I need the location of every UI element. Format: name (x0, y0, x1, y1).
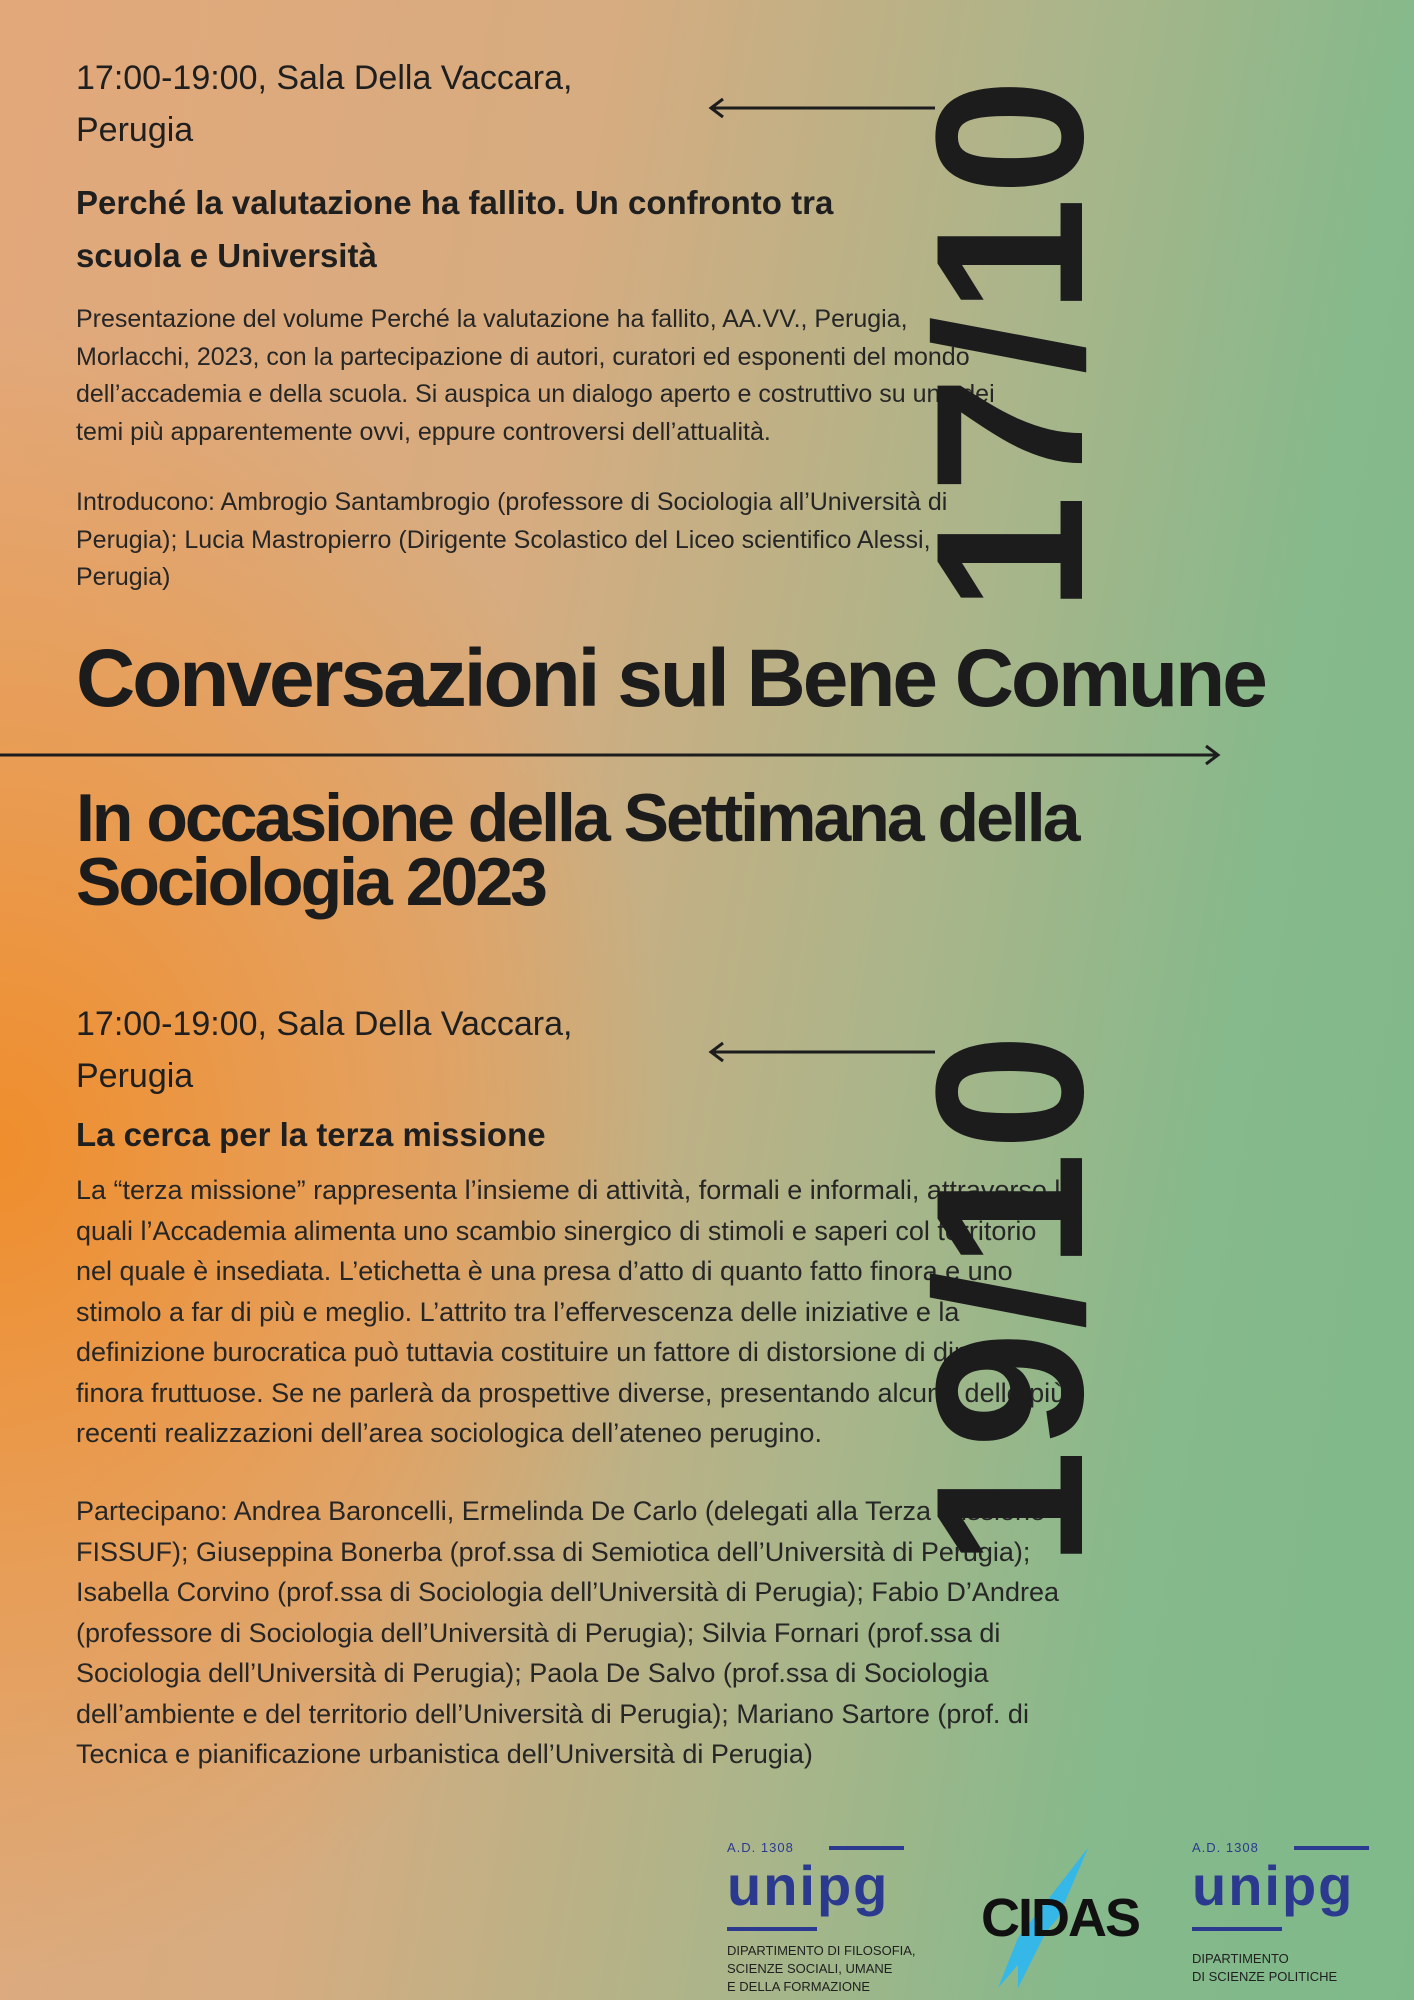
event2-description: La “terza missione” rappresenta l’insieme di attività, formali e informali, attraverso le quali l’Accademia alimenta uno scambio sinergico di stimoli e saperi col territorio nel quale è insediata. L’etichetta è una presa d’atto di quanto fatto finora e uno stimolo a far di più e meglio. L’attrito tra l’effervescenza delle iniziative e la definizione burocratica può tuttavia costituire un fattore di distorsione di dinamiche finora fruttuose. Se ne parlerà da prospettive diverse, presentando alcune delle più recenti realizzazioni dell’area sociologica dell’ateneo perugino. (76, 1175, 1076, 1448)
event1-title: Perché la valutazione ha fallito. Un confronto tra scuola e Università (76, 184, 834, 274)
event1-speakers: Introducono: Ambrogio Santambrogio (professore di Sociologia all’Università di Perugia); Lucia Mastropierro (Dirigente Scolastico del Liceo scientifico Alessi, Perugia) (76, 488, 948, 591)
event1-description: Presentazione del volume Perché la valutazione ha fallito, AA.VV., Perugia, Morlacchi, 2023, con la partecipazione di autori, curatori ed esponenti del mondo dell’accademia e della scuola. Si auspica un dialogo aperto e costruttivo su uno dei temi più apparentemente ovvi, eppure controversi dell’attualità. (76, 305, 995, 446)
unipg-logo-fissuf: A.D. 1308 unipg DIPARTIMENTO DI FILOSOFIA, SCIENZE SOCIALI, UMANE E DELLA FORMAZIONE (727, 1840, 916, 1994)
event2-title: La cerca per la terza missione (76, 1116, 546, 1153)
subtitle: In occasione della Settimana della Sociologia 2023 (76, 780, 1078, 920)
event1-time-place: 17:00-19:00, Sala Della Vaccara, Perugia (76, 59, 573, 149)
unipg-logo-scienze-politiche: A.D. 1308 unipg DIPARTIMENTO DI SCIENZE POLITICHE (1192, 1840, 1392, 2000)
event2-date: 19/10 (892, 1031, 1127, 1567)
main-title: Conversazioni sul Bene Comune (76, 633, 1265, 724)
event2-speakers: Partecipano: Andrea Baroncelli, Ermelinda De Carlo (delegati alla Terza missione FISSUF); Giuseppina Bonerba (prof.ssa di Semiotica dell’Università di Perugia); Isabella Corvino (prof.ssa di Sociologia dell’Università di Perugia); Fabio D’Andrea (professore di Sociologia dell’Università di Perugia); Silvia Fornari (prof.ssa di Sociologia dell’Università di Perugia); Paola De Salvo (prof.ssa di Sociologia dell’ambiente e del territorio dell’Università di Perugia); Mariano Sartore (prof. di Tecnica e pianificazione urbanistica dell’Università di Perugia) (76, 1496, 1059, 1769)
cidas-logo: CIDAS (958, 1848, 1138, 1988)
event2-time-place: 17:00-19:00, Sala Della Vaccara, Perugia (76, 1005, 573, 1095)
event1-date: 17/10 (892, 76, 1127, 612)
divider-arrow-right-icon (0, 742, 1225, 768)
